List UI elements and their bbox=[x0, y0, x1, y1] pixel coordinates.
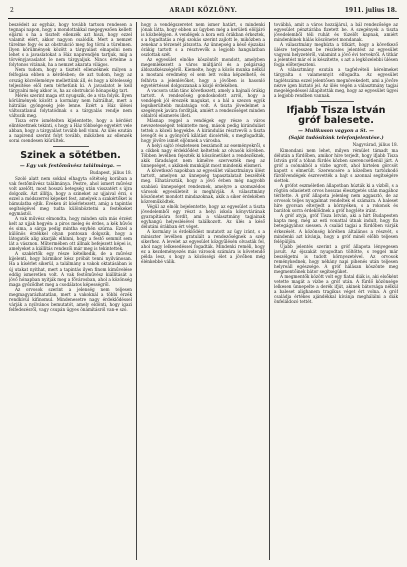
article-paragraph: Kimondani nem lehet, milyen rémület támadt ma délután a fürdőben, amikor híre terjedt, hogy ifjabb Tisza István gróf a tóban fürdés közben szerencsétlenül járt. A gróf a csónakból a vízbe ugrott, ahol hirtelen görcsöt kapott s elmerült. Szerencsére a közelben tartózkodó fürdővendégek észrevették a bajt s azonnal segítségére siettek. bbox=[274, 147, 398, 184]
article-paragraph: A választmány ezután a tagfelvételi kérelmeket tárgyalta s valamennyit elfogadta. Az egyesület taglétszáma ezzel jelentősen megnövekedett, ami a jövőre nézve igen biztató jel. Az ülés végén a választmány tagjai megelégedéssel állapították meg, hogy az egyesület ügyei a legjobb rendben vannak. bbox=[274, 67, 398, 98]
article-paragraph: Szoló alatt nem sokkal elhagyta sötétség korában a vak festőművész találmánya. Pestre, ahol ismert művész volt azelőtt, most hosszú betegség után visszatért s újra dolgozik. Azt állítja, hogy a szineket az ujjaival érzi, s ezzel a módszerrel képeket fest, amelyek a szakértőket is bámulatba ejtik. Éveken át kísérletezett, amíg a tapintás segítségével meg tudta különböztetni a festékeket egymástól. bbox=[9, 175, 132, 216]
article-paragraph: Másnap reggel a vendégek egy része a város nevezetességeit tekintette meg, mások pedig kirándulást tettek a közeli hegyekbe. A kirándulás résztvevői a tiszta levegőt és a gyönyörű kilátást dicsérték, s megfogadták, hogy jövőre ismét eljönnek a városba. bbox=[141, 117, 265, 144]
article-subheadline: — Egy vak festőművész találmánya. — bbox=[19, 162, 122, 169]
newspaper-title: ARADI KÖZLÖNY. bbox=[169, 7, 238, 14]
article-headline: Ifjabb Tisza István gróf balesete. bbox=[286, 104, 386, 127]
article-paragraph: Az egyesület elnöke köszöntőt mondott, amelyben megemlékezett a város múltjáról és a polgárság áldozatkészségéről. Kiemelte, hogy a közös munka nélkül a mostani eredmény el sem lett volna képzelhető, és felhívta a jelenlévőket, hogy a jövőben is hasonló egyetértéssel dolgozzanak a közjó érdekében. bbox=[141, 57, 265, 88]
article-paragraph: A szakértők egy része kételkedik, de a művész kijelenti, hogy bármikor kész próbát tenni nyilvánosan. Ha a kísérlet sikerül, a találmány a vakok oktatásában is új utakat nyithat, mert a tapintás ilyen finom kiművelése eddig ismeretlen volt. A vak festőművész kiállítását a jövő hónapban nyitják meg a fővárosban, ahol a közönség maga győződhet meg a csodálatos képességről. bbox=[9, 251, 132, 287]
article-paragraph: A következő napokban az egyesület választmánya ülést tartott, amelyen az ünnepség tapasztalatait beszélték meg. Elhatározták, hogy a jövő évben még nagyobb szabású ünnepséget rendeznek, amelyre a szomszédos városok egyesületeit is meghívják. A választmány köszönetet mondott mindazoknak, akik a siker érdekében közreműködtek. bbox=[141, 168, 265, 204]
column-2 bbox=[141, 22, 265, 562]
column-3 bbox=[274, 22, 398, 562]
column-1 bbox=[9, 22, 132, 562]
article-paragraph: Ujabb jelentés szerint a gróf állapota lényegesen javult. Az éjszakát nyugodtan töltötte, s reggel már beszélgetni is tudott környezetével. Az orvosok reménykednek, hogy néhány napi pihenés után teljesen helyreáll egészsége. A gróf hálásan köszönte meg megmentőinek bátor segítségüket. bbox=[274, 243, 398, 274]
article-paragraph: Mérés szerint maga ott nyugszik, de a vita folyik. Ilyen körülmények között a kormány nem hátrálhat, mert a hátrálás gyöngeség jele lenne. Ezért a Ház ülései változatlanul folytatódnak s a tárgyalás rendje nem változik meg. bbox=[9, 92, 132, 118]
page-number: 2 bbox=[10, 7, 14, 14]
article-paragraph: A kormány is érdeklődést mutatott az ügy iránt, s a miniszter levélben gratulált a rendezőségnek a szép sikerhez. A levelet az egyesület közgyűlésén olvasták fel, ahol nagy lelkesedéssel fogadták. Mindenki reméli, hogy ez a kezdeményezés más városok számára is követendő példa lesz, s hogy a közösségi élet a jövőben még élénkebbé válik. bbox=[141, 228, 265, 265]
article-paragraph: A helyi sajtó részletesen beszámolt az eseményekről, s a cikkek nagy érdeklődést keltettek az olvasók körében. Többen levélben fejezték ki köszönetüket a rendezőknek, akik fáradságot nem kímélve szervezték meg az ünnepséget, s akiknek munkáját most mindenki elismeri. bbox=[141, 143, 265, 169]
article-paragraph: hogy a vendégszeretet nem ismer határt, s mindenki jónak látta, hogy ebben az ügyben még a kerületi elöljáró is közbelépjen. A vendégek a kora esti órákban érkeztek, s a fogadtatás a régi szokás szerint zajlott le, miközben a zenekar a térzenét játszotta. Az ünnepség a késő éjszakai órákig tartott s a résztvevők a legjobb hangulatban oszlottak szét. bbox=[141, 22, 265, 58]
column-divider bbox=[136, 22, 137, 560]
article-paragraph: továbbá, amit a város hozzájárul, a bál rendezősége az egyesület pénztárába fizetett be. A szegények a tiszta jövedelemből téli ruhát és tüzelőt kapnak, amiért mindenkinek hálás köszönetet mondanak. bbox=[274, 22, 398, 43]
article-paragraph: A vacsora után tánc következett, amely a hajnali órákig tartott. A rendezőség gondoskodott arról, hogy a vendégek jól érezzék magukat, s a bál a szezon egyik legsikerültebb mulatsága volt. A tiszta jövedelmet a szegények javára fordítják, amiért a rendezőséget minden oldalról elismerés illeti. bbox=[141, 87, 265, 118]
article-paragraph: A választmány megbízta a titkárt, hogy a következő ülésre terjesszen be részletes jelentést az egyesület vagyoni helyzetéről, valamint a jövő évi tervekről. A titkár a jelentést már el is készítette, s azt a legközelebbi ülésen fogja előterjeszteni. bbox=[274, 42, 398, 68]
article-paragraph: A gróf atyja, gróf Tisza István, aki a hírt Budapesten kapta meg, még az esti vonattal útnak indult, hogy fia betegágyához siessen. A család tagjai a fürdőben várják érkezését. A közönség körében általános a részvét, s mindenki azt kívánja, hogy a gróf minél előbb teljesen felépüljön. bbox=[274, 213, 398, 244]
article-paragraph: A grófot eszméletlen állapotban húzták ki a vízből, s a rögtön odasietett orvos hosszas élesztgetés után magához térítette. A gróf állapota jelenleg nem aggasztó, de az orvosok teljes nyugalmat rendeltek el számára. A baleset híre gyorsan elterjedt a környéken, s a rokonok és barátok sorra érdeklődnek a gróf hogyléte iránt. bbox=[274, 183, 398, 214]
article-source-note: (Saját tudósítónk telefonjelentése.) bbox=[288, 134, 384, 141]
separator-line bbox=[318, 101, 354, 102]
article-paragraph: Tisza erre ismételten kijelentette, hogy a kérdést elintézettnek tekinti, s hogy a Ház többsége egyetért vele abban, hogy a tárgyalást tovább kell vinni. Az ülés ezután a napirend szerint folyt tovább, miközben az ellenzék sorai csendesen kiürültek. bbox=[9, 117, 132, 144]
article-paragraph: Az orvosok szerint a jelenség nem teljesen megmagyarázhatatlan, mert a vakoknál a többi érzék rendkívül kifinomul. Mindenesetre nagy érdeklődéssel várják a nyilvános bemutatót, amely eldönti, hogy igazi felfedezésről, vagy csupán ügyes önámításról van-e szó. bbox=[9, 286, 132, 312]
page-header bbox=[8, 6, 399, 19]
article-dateline: Budapest, július 18. bbox=[89, 169, 132, 175]
article-dateline: Nagyvárad, július 18. bbox=[352, 141, 398, 147]
article-subheadline: — Mulikuson vagyon a St. — bbox=[298, 127, 374, 134]
column-divider bbox=[269, 22, 270, 560]
issue-date: 1911. julius 18. bbox=[344, 7, 397, 14]
article-paragraph: beszédeit az egyház, hogy tovább tartson rendesen a tegnapi napon, hogy a mondottakkal megegyezően kellett eljárni s ha a tisztelt ellenzék azt hiszi, hogy ezzel valamit elért, akkor nagyon csalódik. Mert a nemzet türelme fogy és az obstrukció meg fog törni a türelmen. Ilyen körülmények között a tárgyalást elnapolni nem lehet s a javaslatokat a Ház napirendjén tartjuk, míg a törvényjavaslatot le nem tárgyaljuk. Nincs értelme a folytonos vitának, ha a nemzet akarata világos. bbox=[9, 22, 132, 68]
article-paragraph: A vak művész elmondta, hogy minden szín más érzést kelt az ujjak hegyén: a piros meleg és érdes, a kék hűvös és sima, a sárga pedig mintha enyhén szúrna. Ezzel a különös érzékkel olyan pontosan dolgozik, hogy a látogatók alig akarják elhinni, hogy a festő semmit sem lát a vásznon. Műtermében ott állnak befejezett képei is, amelyeket a kiállítás rendezői már meg is tekintettek. bbox=[9, 216, 132, 252]
article-paragraph: Végül az elnök bejelentette, hogy az egyesület a tiszta jövedelemből egy részt a helyi iskola könyvtárának gyarapítására fordít, ami a választmány tagjainak egyhangú helyeslésével találkozott. Az ülés a késő délutáni órákban ért véget. bbox=[141, 203, 265, 229]
article-paragraph: Nem tudom, hogy a tisztelt ellenzéknek milyen a felfogása ebben a kérdésben; de azt tudom, hogy az ország közvéleménye mellettünk áll, és hogy a kötelesség teljesítése elől nem térhetünk ki. A javaslatot le kell tárgyalni még akkor is, ha az obstrukció hónapokig tart. bbox=[9, 67, 132, 93]
article-headline: Szinek a sötétben. bbox=[20, 150, 121, 162]
separator-line bbox=[53, 146, 89, 147]
article-paragraph: A megmentők között volt egy fiatal diák is, aki elsőként vetette magát a vízbe a gróf után. A fürdő közönsége lelkesen ünnepelte a derék ifjút, akinek bátorsága nélkül a baleset alighanem tragikus véget ért volna. A gróf családja értékes ajándékkal kívánja meghálálni a diák önfeláldozó tettét. bbox=[274, 273, 398, 305]
